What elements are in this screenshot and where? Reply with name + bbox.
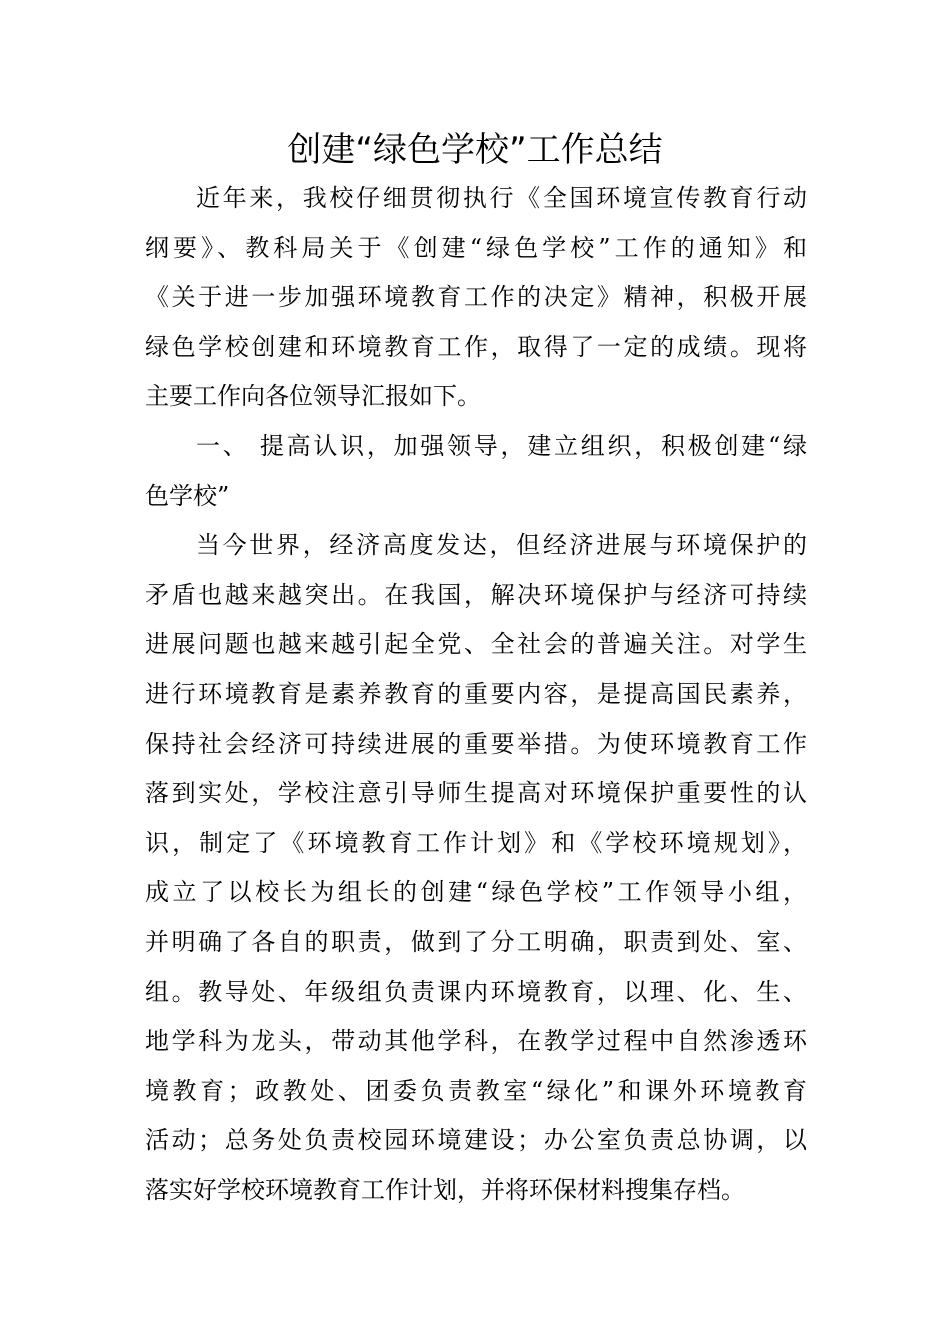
- text-line: 当今世界，经济高度发达，但经济进展与环境保护的: [196, 531, 807, 560]
- text-line: 地学科为龙头，带动其他学科，在教学过程中自然渗透环: [145, 1027, 807, 1056]
- text-line: 绿色学校创建和环境教育工作，取得了一定的成绩。现将: [145, 332, 807, 361]
- page-title: 创建“绿色学校”工作总结: [287, 130, 663, 170]
- text-line: 一、 提高认识，加强领导，建立组织，积极创建“绿: [196, 432, 807, 460]
- text-line: 主要工作向各位领导汇报如下。: [145, 382, 481, 411]
- text-line: 近年来，我校仔细贯彻执行《全国环境宣传教育行动: [196, 184, 807, 212]
- text-line: 落到实处，学校注意引导师生提高对环境保护重要性的认: [145, 779, 807, 808]
- text-line: 色学校”: [145, 481, 230, 510]
- text-line: 落实好学校环境教育工作计划，并将环保材料搜集存档。: [145, 1176, 745, 1204]
- text-line: 组。教导处、年级组负责课内环境教育，以理、化、生、: [145, 977, 807, 1006]
- text-line: 境教育；政教处、团委负责教室“绿化”和课外环境教育: [145, 1076, 807, 1105]
- text-line: 纲要》、教科局关于《创建“绿色学校”工作的通知》和: [145, 233, 807, 262]
- text-line: 成立了以校长为组长的创建“绿色学校”工作领导小组，: [145, 878, 807, 907]
- text-line: 进展问题也越来越引起全党、全社会的普遍关注。对学生: [145, 630, 807, 659]
- text-line: 识，制定了《环境教育工作计划》和《学校环境规划》，: [145, 828, 807, 857]
- text-line: 《关于进一步加强环境教育工作的决定》精神，积极开展: [145, 283, 807, 312]
- text-line: 活动；总务处负责校园环境建设；办公室负责总协调，以: [145, 1126, 807, 1155]
- text-line: 进行环境教育是素养教育的重要内容，是提高国民素养，: [145, 680, 807, 708]
- text-line: 并明确了各自的职责，做到了分工明确，职责到处、室、: [145, 928, 807, 956]
- text-line: 保持社会经济可持续进展的重要举措。为使环境教育工作: [145, 729, 807, 758]
- text-line: 矛盾也越来越突出。在我国，解决环境保护与经济可持续: [145, 580, 807, 609]
